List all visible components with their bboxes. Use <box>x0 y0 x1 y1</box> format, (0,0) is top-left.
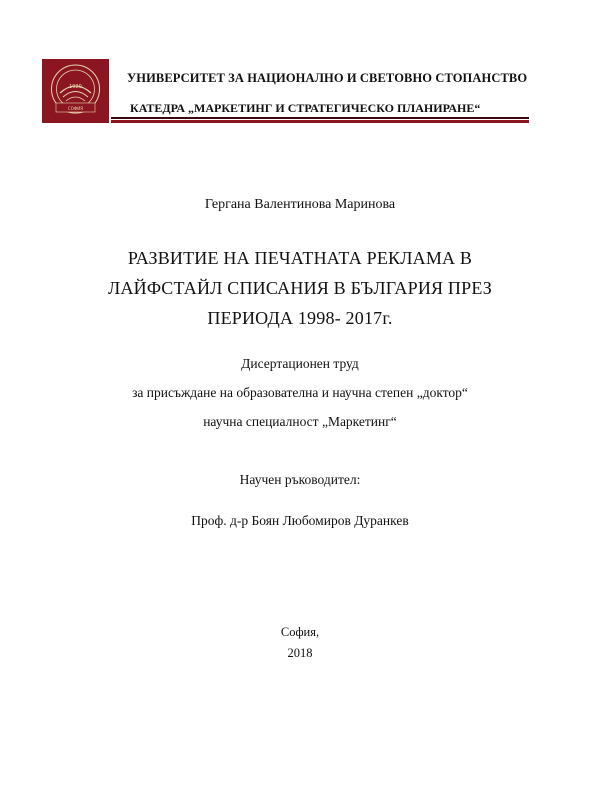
logo-year: 1920 <box>69 84 82 90</box>
specialty-line: научна специалност „Маркетинг“ <box>203 414 397 429</box>
logo-city: СОФИЯ <box>67 106 84 111</box>
supervisor-name: Проф. д-р Боян Любомиров Дуранкев <box>191 513 409 528</box>
university-logo <box>42 59 109 123</box>
thesis-title-line-2: ЛАЙФСТАЙЛ СПИСАНИЯ В БЪЛГАРИЯ ПРЕЗ <box>108 278 492 298</box>
header-rule-red <box>111 120 529 123</box>
department-name: КАТЕДРА „МАРКЕТИНГ И СТРАТЕГИЧЕСКО ПЛАНИРАНЕ“ <box>130 101 481 115</box>
university-name: УНИВЕРСИТЕТ ЗА НАЦИОНАЛНО И СВЕТОВНО СТОПАНСТВО <box>127 71 528 85</box>
author-name: Гергана Валентинова Маринова <box>204 197 396 212</box>
degree-line: за присъждане на образователна и научна степен „доктор“ <box>132 385 468 400</box>
thesis-type: Дисертационен труд <box>241 356 359 371</box>
thesis-title-line-3: ПЕРИОДА 1998- 2017г. <box>207 308 393 328</box>
city: София, <box>280 625 320 639</box>
supervisor-label: Научен ръководител: <box>239 472 361 487</box>
header-rule-dark <box>111 117 529 119</box>
year: 2018 <box>287 646 313 660</box>
thesis-title-line-1: РАЗВИТИЕ НА ПЕЧАТНАТА РЕКЛАМА В <box>127 248 473 268</box>
